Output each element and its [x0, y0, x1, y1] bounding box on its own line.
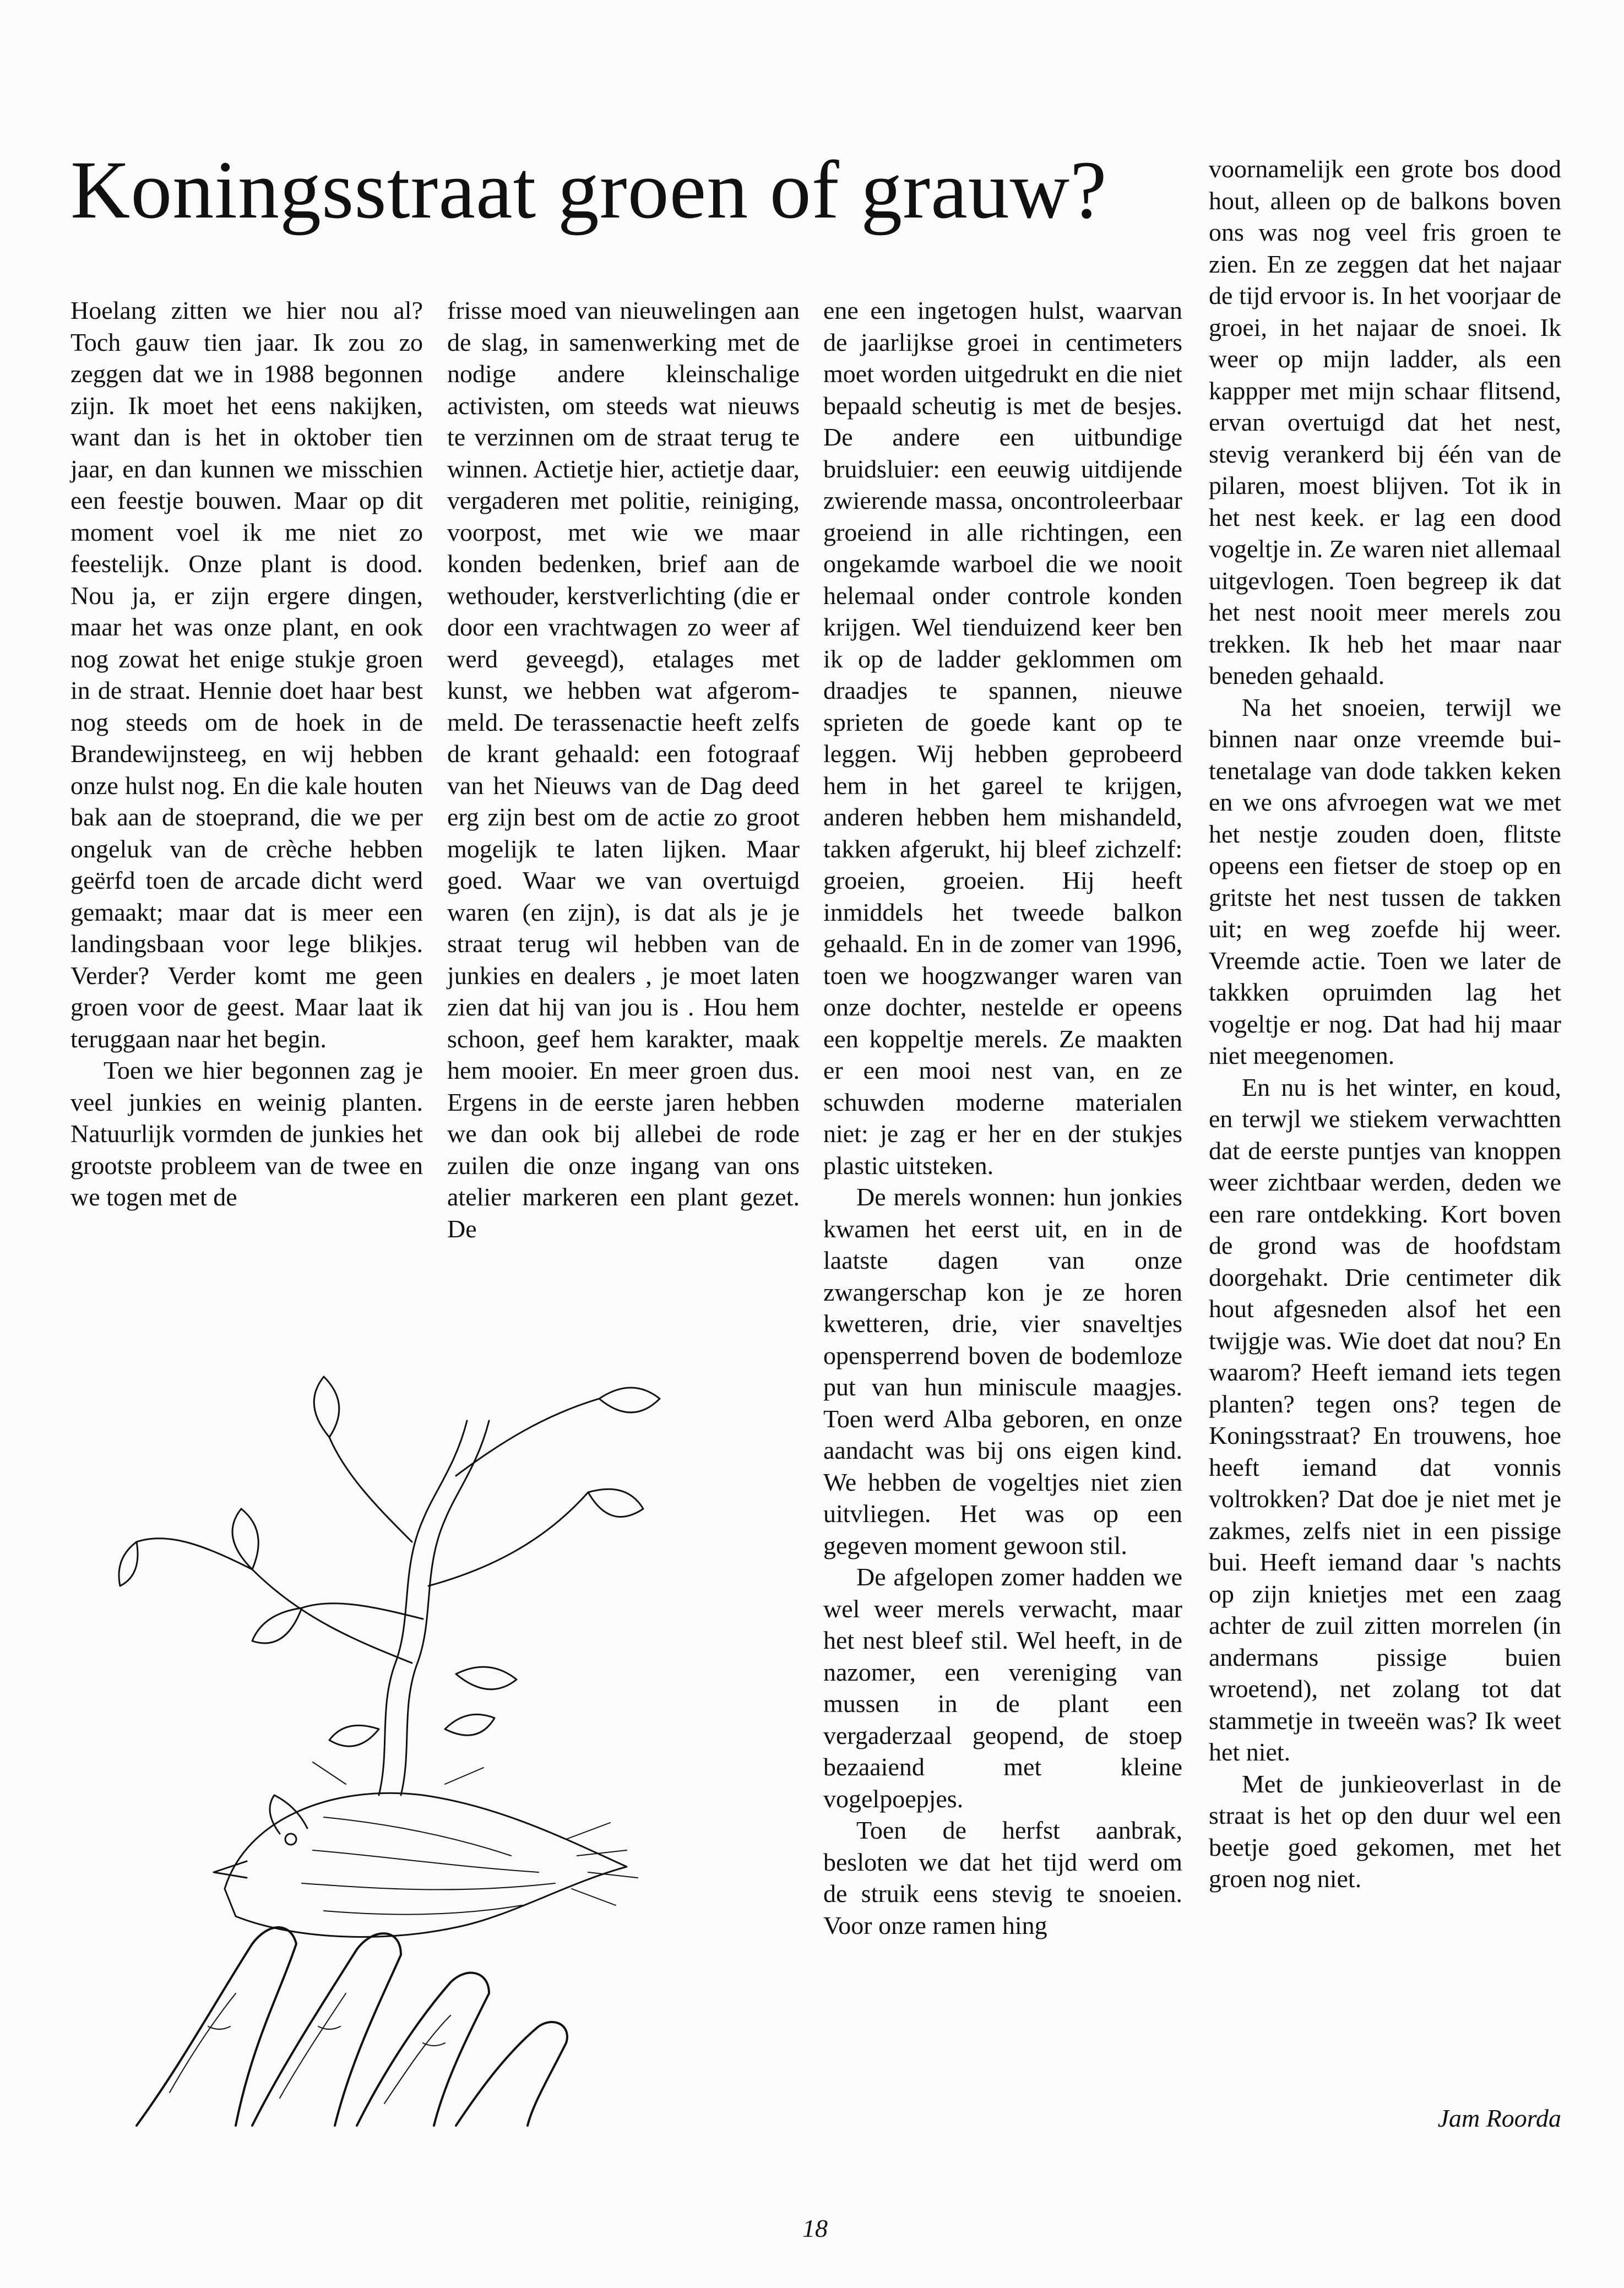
paragraph: Toen we hier begonnen zag je veel junkies en weinig planten. Natuurlijk vormden de junkies het grootste probleem van de twee en we togen met de [70, 1056, 423, 1211]
paragraph: voornamelijk een grote bos dood hout, alleen op de balkons boven ons was nog veel fris groen te zien. En ze zeggen dat het najaar de tijd ervoor is. In het voorjaar de groei, in het najaar de snoei. Ik weer op mijn ladder, als een kappper met mijn schaar flitsend, ervan overtuigd dat het nest, stevig verankerd bij één van de pilaren, moest blijven. Tot ik in het nest keek. er lag een dood vogeltje in. Ze waren niet allemaal uitgevlogen. Toen begreep ik dat het nest nooit meer merels zou trekken. Ik heb het maar naar beneden gehaald. [1209, 155, 1561, 689]
article-title: Koningsstraat groen of grauw? [70, 144, 1107, 236]
hand-plant-illustration [70, 1311, 808, 2137]
text-column-4 [1209, 153, 1561, 1895]
paragraph: En nu is het winter, en koud, en terwjl we stiekem verwachtten dat de eerste puntjes van knoppen weer zichtbaar werden, deden we een rare ontdekking. Kort boven de grond was de hoofdstam doorgehakt. Drie centimeter dik hout afgesneden alsof het een twijgje was. Wie doet dat nou? En waarom? Heeft iemand iets tegen planten? tegen ons? tegen de Koningsstraat? En trouwens, hoe heeft iemand dat vonnis voltrokken? Dat doe je niet met je zakmes, zelfs niet in een pissige bui. Heeft iemand daar 's nachts op zijn knietjes met een zaag achter de zuil zitten morrelen (in andermans pissige buien wroetend), net zolang tot dat stammetje in tweeën was? Ik weet het niet. [1209, 1073, 1561, 1766]
text-column-1 [70, 295, 423, 1213]
paragraph: Met de junkieoverlast in de straat is het op den duur wel een beetje goed gekomen, met het groen nog niet. [1209, 1769, 1561, 1893]
text-column-2 [447, 295, 800, 1244]
paragraph: Hoelang zitten we hier nou al? Toch gauw tien jaar. Ik zou zo zeggen dat we in 1988 begonnen zijn. Ik moet het eens nakijken, want dan is het in oktober tien jaar, en dan kunnen we misschien een feestje bouwen. Maar op dit moment voel ik me niet zo feestelijk. Onze plant is dood. Nou ja, er zijn ergere dingen, maar het was onze plant, en ook nog zowat het enige stukje groen in de straat. Hennie doet haar best nog steeds om de hoek in de Brandewijnsteeg, en wij hebben onze hulst nog. En die kale houten bak aan de stoeprand, die we per ongeluk van de crèche hebben geërfd toen de arcade dicht werd gemaakt; maar dat is meer een landingsbaan voor lege blikjes. Verder? Verder komt me geen groen voor de geest. Maar laat ik teruggaan naar het begin. [70, 296, 423, 1053]
paragraph: Toen de herfst aanbrak, besloten we dat het tijd werd om de struik eens stevig te snoeien. Voor onze ramen hing [823, 1816, 1182, 1939]
paragraph: frisse moed van nieuwelingen aan de slag, in samenwerking met de nodige andere kleinschalige activisten, om steeds wat nieuws te verzinnen om de straat terug te winnen. Actietje hier, actietje daar, vergaderen met politie, reiniging, voorpost, met wie we maar konden bedenken, brief aan de wethouder, kerstverlichting (die er door een vrachtwagen zo weer af werd geveegd), etalages met kunst, we hebben wat afgerommeld. De terassenactie heeft zelfs de krant gehaald: een fotograaf van het Nieuws van de Dag deed erg zijn best om de actie zo groot mogelijk te laten lijken. Maar goed. Waar we van overtuigd waren (en zijn), is dat als je je straat terug wil hebben van de junkies en dealers , je moet laten zien dat hij van jou is . Hou hem schoon, geef hem karakter, maak hem mooier. En meer groen dus. Ergens in de eerste jaren hebben we dan ook bij allebei de rode zuilen die onze ingang van ons atelier markeren een plant gezet. De [447, 296, 800, 1243]
plant-drawing [119, 1377, 660, 1795]
paragraph: De afgelopen zomer hadden we wel weer merels verwacht, maar het nest bleef stil. Wel heeft, in de nazomer, een vereniging van mussen in de plant een vergaderzaal geopend, de stoep bezaaiend met kleine vogelpoepjes. [823, 1563, 1182, 1813]
author-signature: Jam Roorda [1437, 2104, 1561, 2132]
paragraph: Na het snoeien, terwijl we binnen naar onze vreemde buitenetalage van dode takken keken en we ons afvroegen wat we met het nestje zouden doen, flitste opeens een fietser de stoep op en gritste het nest tussen de takken uit; en weg zoefde hij weer. Vreemde actie. Toen we later de takkken opruimden lag het vogeltje er nog. Dat had hij maar niet meegenomen. [1209, 693, 1561, 1069]
bird-drawing [214, 1793, 638, 1937]
paragraph: ene een ingetogen hulst, waarvan de jaarlijkse groei in centimeters moet worden uitgedrukt en die niet bepaald scheutig is met de besjes. De andere een uitbundige bruidsluier: een eeuwig uitdijende zwierende massa, oncontroleerbaar groeiend in alle richtingen, een ongekamde warboel die we nooit helemaal onder controle konden krijgen. Wel tienduizend keer ben ik op de ladder geklommen om draadjes te spannen, nieuwe sprieten de goede kant op te leggen. Wij hebben geprobeerd hem in het gareel te krijgen, anderen hebben hem mishandeld, takken afgerukt, hij bleef zichzelf: groeien, groeien. Hij heeft inmiddels het tweede balkon gehaald. En in de zomer van 1996, toen we hoogzwanger waren van onze dochter, nestelde er opeens een koppeltje merels. Ze maakten er een mooi nest van, en ze schuwden moderne materialen niet: je zag er her en der stukjes plastic uitsteken. [823, 296, 1182, 1180]
text-column-3 [823, 295, 1182, 1941]
hand-drawing [137, 1927, 567, 2126]
paragraph: De merels wonnen: hun jonkies kwamen het eerst uit, en in de laatste dagen van onze zwangerschap kon je ze horen kwetteren, drie, vier snaveltjes opensperrend boven de bodemloze put van hun miniscule maagjes. Toen werd Alba geboren, en onze aandacht was bij ons eigen kind. We hebben de vogeltjes niet zien uitvliegen. Het was op een gegeven moment gewoon stil. [823, 1183, 1182, 1559]
page-number: 18 [802, 2214, 828, 2242]
